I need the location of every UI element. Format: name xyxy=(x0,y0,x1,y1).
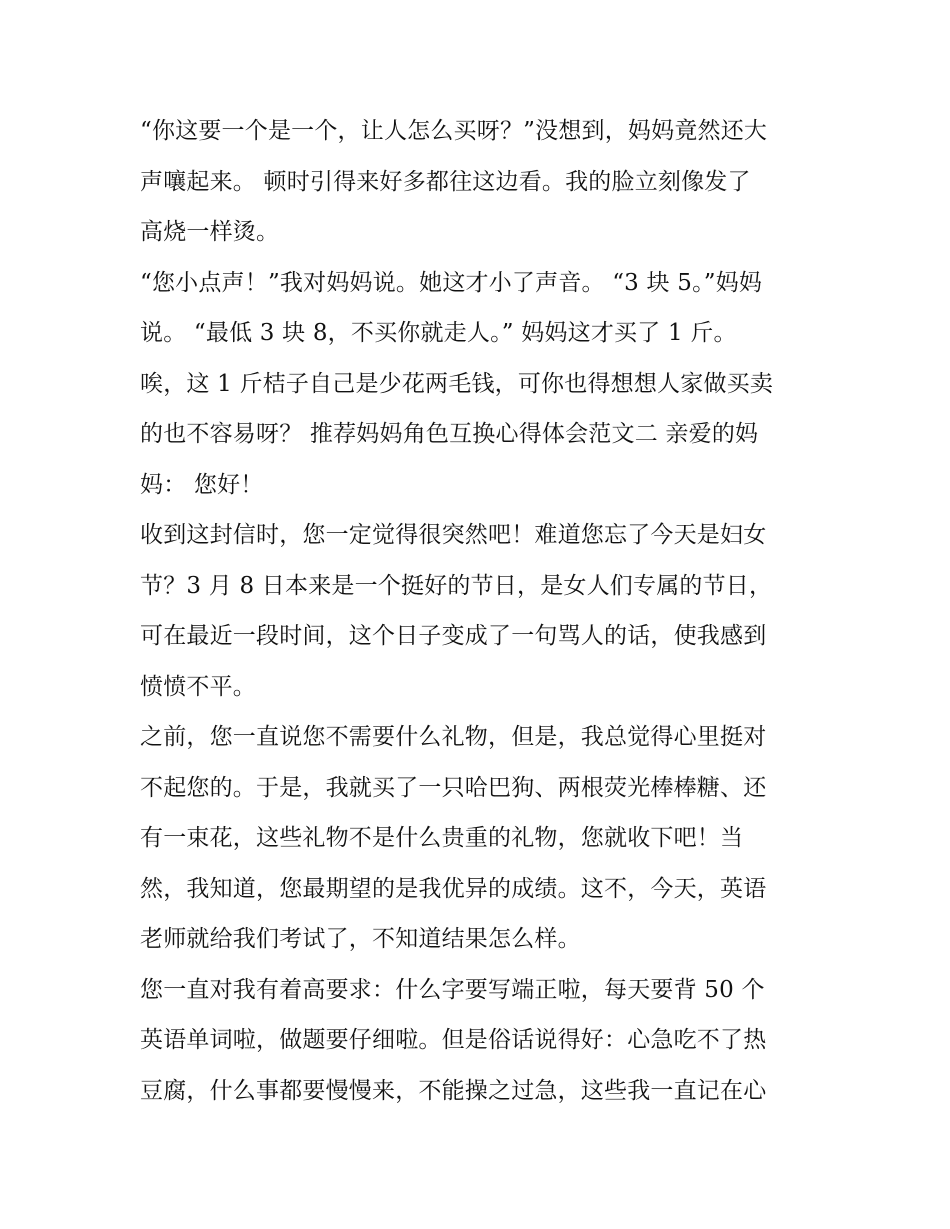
paragraph-4 xyxy=(140,510,820,712)
text-line: 有一束花，这些礼物不是什么贵重的礼物，您就收下吧！当 xyxy=(140,825,744,851)
text-line: 英语单词啦，做题要仔细啦。但是俗话说得好：心急吃不了热 xyxy=(140,1027,767,1053)
text-line: 之前，您一直说您不需要什么礼物，但是，我总觉得心里挺对 xyxy=(140,724,767,750)
text-line: 声嚷起来。 顿时引得来好多都往这边看。我的脸立刻像发了 xyxy=(140,168,751,195)
paragraph-2 xyxy=(140,258,820,359)
paragraph-6 xyxy=(140,965,820,1117)
text-line: 可在最近一段时间，这个日子变成了一句骂人的话，使我感到 xyxy=(140,623,767,649)
text-line: 的也不容易呀？ 推荐妈妈角色互换心得体会范文二 亲爱的妈 xyxy=(140,421,759,447)
text-line: 然，我知道，您最期望的是我优异的成绩。这不，今天，英语 xyxy=(140,875,767,902)
text-line: 收到这封信时，您一定觉得很突然吧！难道您忘了今天是妇女 xyxy=(140,522,767,548)
text-line: 老师就给我们考试了，不知道结果怎么样。 xyxy=(140,926,581,952)
paragraph-1 xyxy=(140,106,820,258)
text-line: “你这要一个是一个，让人怎么买呀？”没想到，妈妈竟然还大 xyxy=(140,118,768,144)
text-line: “您小点声！”我对妈妈说。她这才小了声音。 “3 块 5。”妈妈 xyxy=(140,269,763,296)
text-line: 您一直对我有着高要求：什么字要写端正啦，每天要背 50 个 xyxy=(140,976,765,1003)
document-body xyxy=(140,106,820,1116)
text-line: 高烧一样烫。 xyxy=(140,219,280,245)
text-line: 豆腐，什么事都要慢慢来，不能操之过急，这些我一直记在心 xyxy=(140,1077,767,1104)
paragraph-3 xyxy=(140,359,820,511)
text-line: 不起您的。于是，我就买了一只哈巴狗、两根荧光棒棒糖、还 xyxy=(140,774,767,801)
text-line: 愤愤不平。 xyxy=(140,673,256,700)
paragraph-5 xyxy=(140,712,820,965)
text-line: 节？3 月 8 日本来是一个挺好的节日，是女人们专属的节日， xyxy=(140,572,773,599)
text-line: 妈： 您好！ xyxy=(140,471,264,498)
text-line: 说。 “最低 3 块 8，不买你就走人。” 妈妈这才买了 1 斤。 xyxy=(140,320,737,346)
text-line: 唉，这 1 斤桔子自己是少花两毛钱，可你也得想想人家做买卖 xyxy=(140,370,774,397)
